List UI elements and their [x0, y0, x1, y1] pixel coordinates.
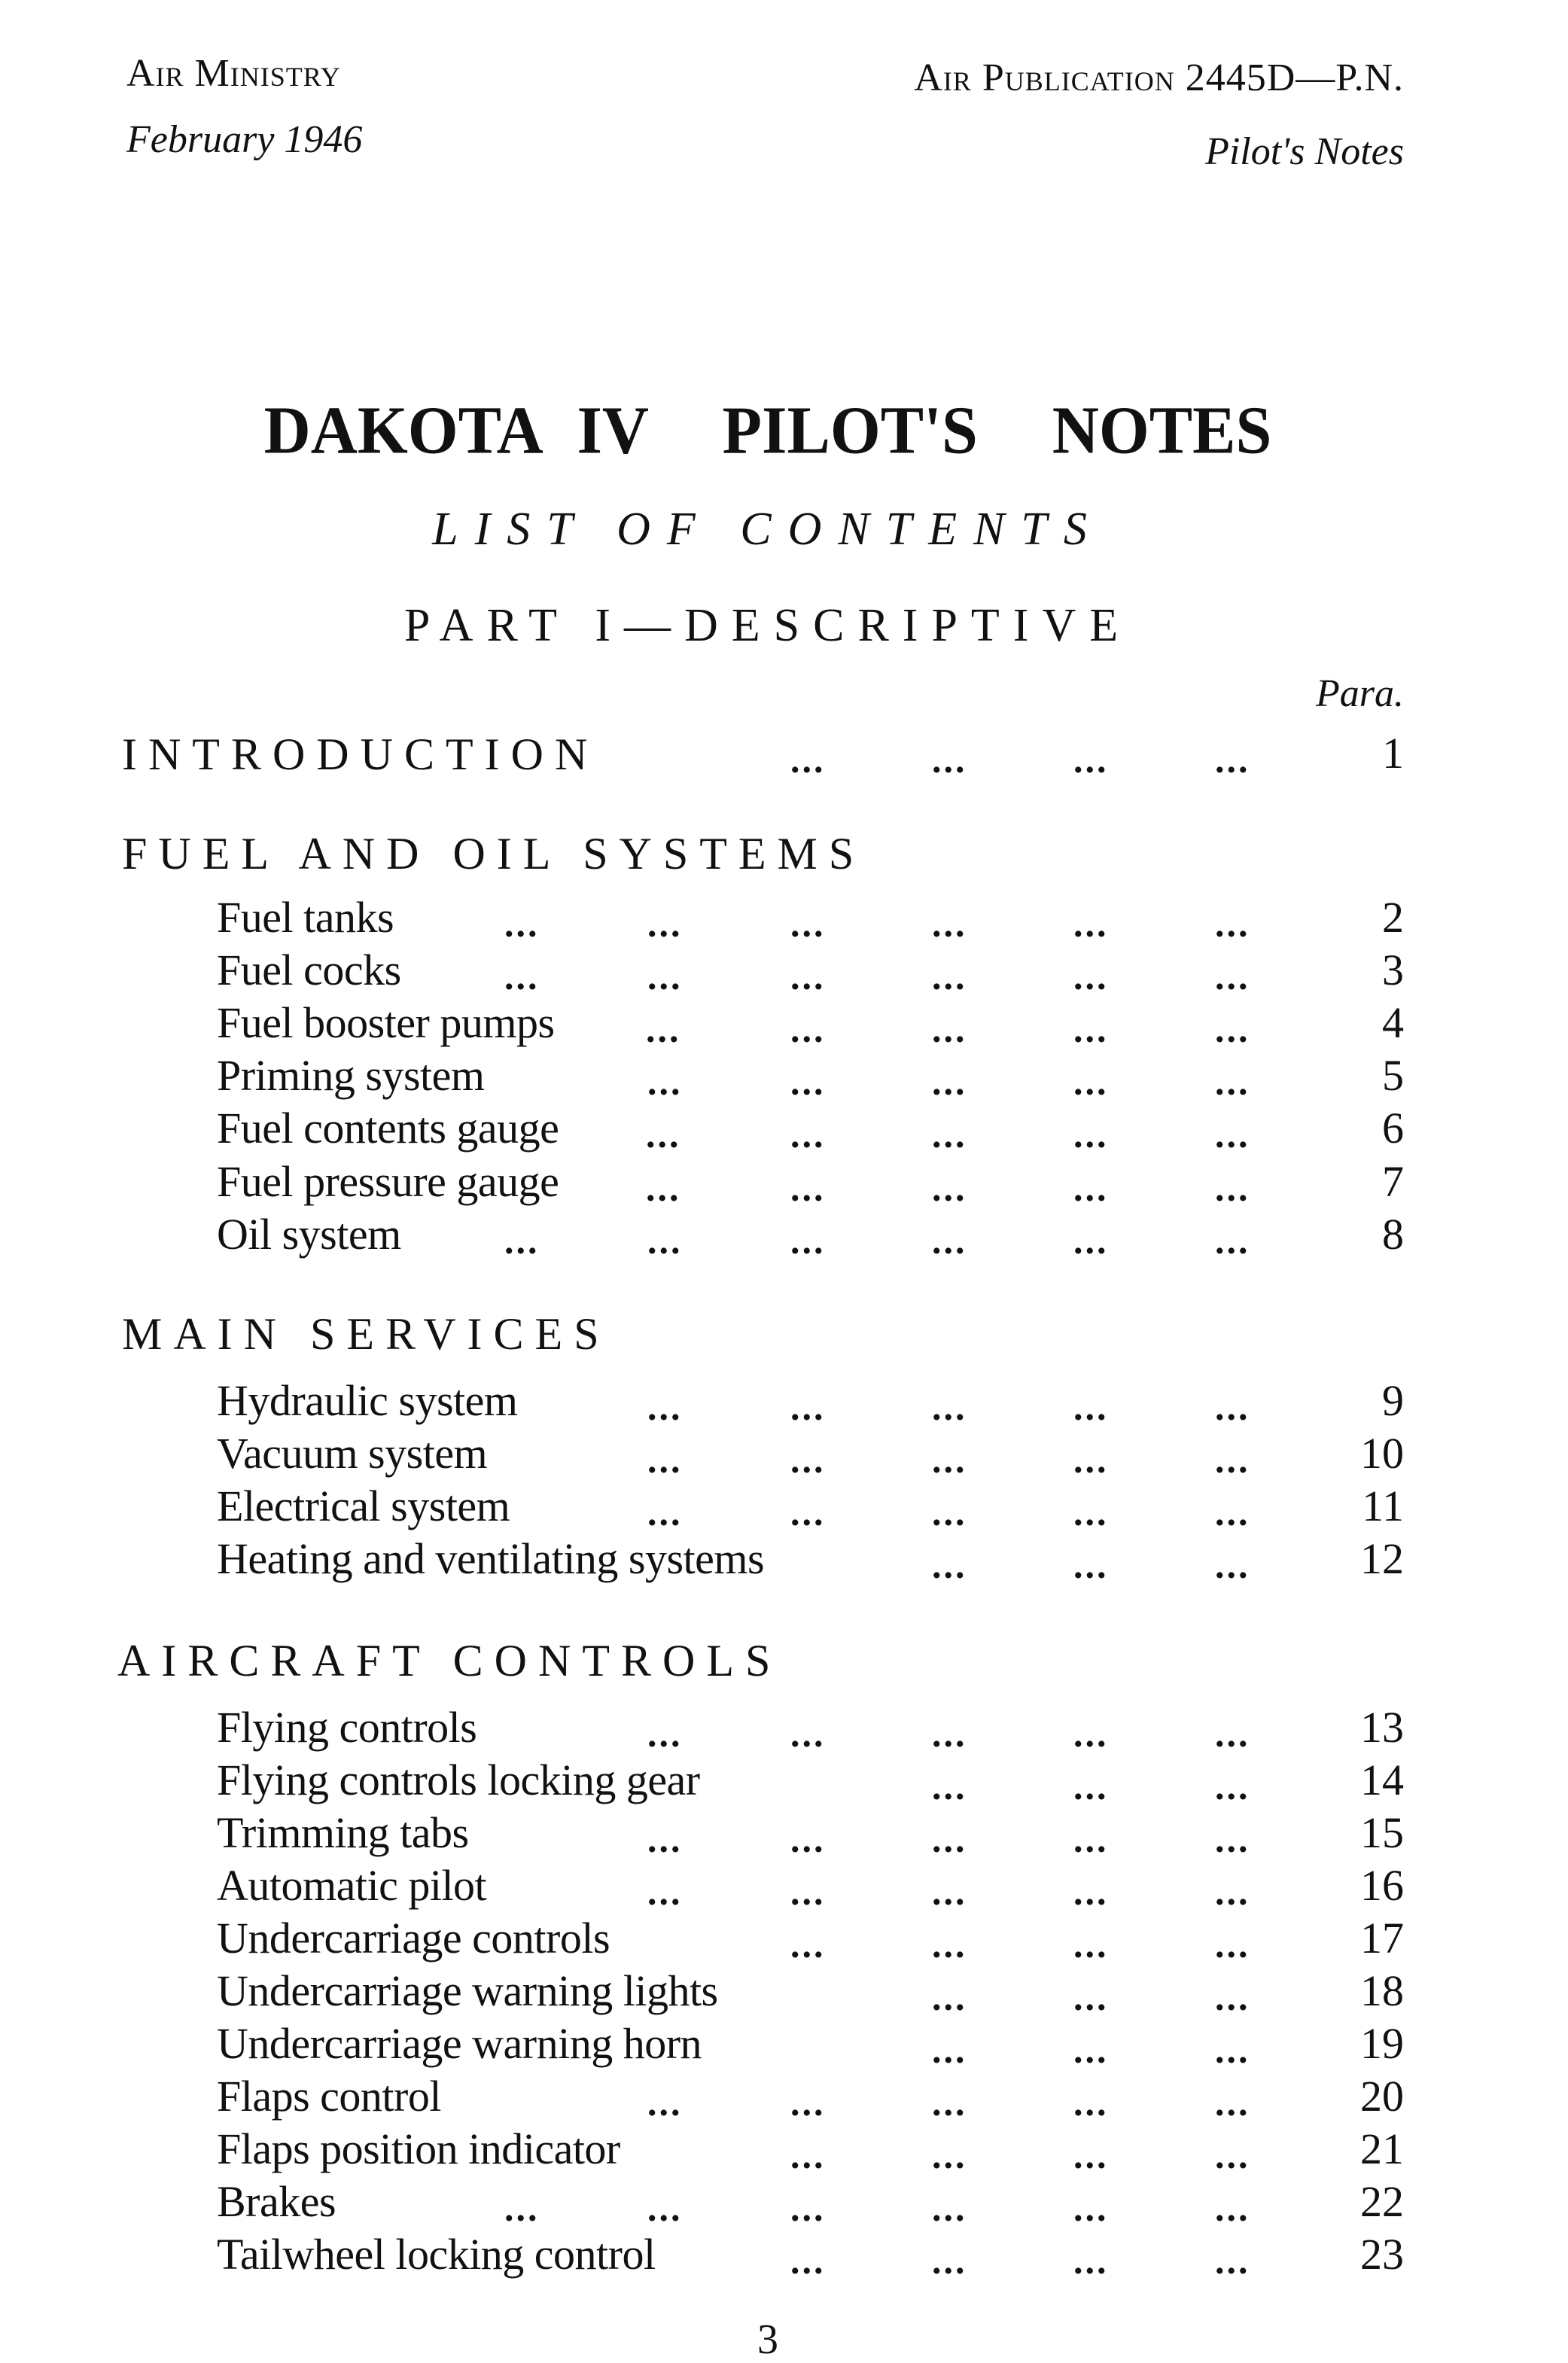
dot-leaders: ... ... ... ... ... [647, 2081, 1250, 2124]
toc-entry-label: Flying controls [217, 1703, 477, 1752]
toc-entry-label: Fuel pressure gauge [217, 1157, 559, 1206]
toc-entry[interactable] [0, 1966, 1568, 2022]
dot-leaders: ... ... ... ... ... ... [504, 2187, 1250, 2229]
toc-entry[interactable] [0, 1104, 1568, 1159]
toc-entry[interactable] [0, 1481, 1568, 1537]
dot-leaders: ... ... ... [932, 1765, 1250, 1807]
toc-entry-para: 21 [1360, 2124, 1404, 2173]
toc-entry[interactable] [0, 893, 1568, 949]
toc-entry[interactable] [0, 2124, 1568, 2180]
dot-leaders: ... ... ... ... ... [647, 1871, 1250, 1913]
toc-entry[interactable] [0, 1914, 1568, 1969]
toc-entry-para: 23 [1360, 2230, 1404, 2279]
contents-heading: LIST OF CONTENTS [432, 504, 1104, 555]
section-heading-main-services: MAIN SERVICES [122, 1309, 610, 1359]
toc-entry-para: 3 [1382, 946, 1404, 994]
toc-entry[interactable] [0, 946, 1568, 1001]
dot-leaders: ... ... ... ... [790, 2134, 1250, 2176]
toc-entry-label: Hydraulic system [217, 1376, 518, 1425]
toc-entry[interactable] [0, 1861, 1568, 1917]
toc-entry-label: Oil system [217, 1210, 401, 1259]
toc-entry-label: Fuel tanks [217, 893, 394, 942]
dot-leaders: ... ... ... ... ... [647, 1386, 1250, 1428]
dot-leaders: ... ... ... ... ... [647, 1491, 1250, 1533]
toc-entry-para: 18 [1360, 1966, 1404, 2015]
toc-entry[interactable] [0, 1157, 1568, 1213]
toc-entry[interactable] [0, 1756, 1568, 1811]
toc-entry[interactable] [0, 1210, 1568, 1265]
section-heading-aircraft-controls: AIRCRAFT CONTROLS [117, 1636, 782, 1685]
toc-entry[interactable] [0, 2019, 1568, 2075]
dot-leaders: ... ... ... ... [790, 1923, 1250, 1966]
toc-entry-label: Undercarriage controls [217, 1914, 610, 1963]
publisher-label: Air Ministry [126, 52, 341, 95]
toc-entry-para: 13 [1360, 1703, 1404, 1752]
toc-entry-para: 22 [1360, 2177, 1404, 2226]
dot-leaders: ... ... ... [932, 1544, 1250, 1586]
toc-entry-para: 9 [1382, 1376, 1404, 1425]
toc-entry[interactable] [0, 998, 1568, 1054]
toc-entry-label: INTRODUCTION [122, 729, 599, 779]
toc-entry-label: Trimming tabs [217, 1808, 469, 1857]
dot-leaders: ... ... ... ... ... ... [504, 903, 1250, 945]
toc-entry-para: 2 [1382, 893, 1404, 942]
document-title: DAKOTA IV PILOT'S NOTES [263, 391, 1272, 468]
toc-entry-label: Undercarriage warning horn [217, 2019, 702, 2068]
toc-entry-para: 11 [1362, 1481, 1404, 1530]
toc-entry-label: Fuel booster pumps [217, 998, 555, 1047]
toc-entry[interactable] [0, 1534, 1568, 1590]
dot-leaders: ... ... ... ... ... [646, 1008, 1250, 1050]
toc-entry-label: Automatic pilot [217, 1861, 487, 1910]
dot-leaders: ... ... ... [932, 1976, 1250, 2018]
dot-leaders: ... ... ... ... [790, 738, 1250, 781]
toc-entry[interactable] [0, 2177, 1568, 2233]
toc-entry[interactable] [0, 1051, 1568, 1107]
section-heading-fuel-oil: FUEL AND OIL SYSTEMS [122, 829, 866, 879]
toc-entry-para: 6 [1382, 1104, 1404, 1153]
toc-entry-label: Tailwheel locking control [217, 2230, 656, 2279]
publication-date: February 1946 [126, 118, 363, 161]
dot-leaders: ... ... ... ... ... [647, 1061, 1250, 1103]
dot-leaders: ... ... ... ... ... [646, 1113, 1250, 1156]
dot-leaders: ... ... ... ... ... [647, 1713, 1250, 1755]
toc-entry-label: Flaps position indicator [217, 2124, 620, 2173]
toc-entry[interactable] [0, 2072, 1568, 2127]
toc-entry-label: Undercarriage warning lights [217, 1966, 718, 2015]
toc-entry-para: 4 [1382, 998, 1404, 1047]
toc-entry-para: 20 [1360, 2072, 1404, 2121]
toc-entry-para: 12 [1360, 1534, 1404, 1583]
publication-number: Air Publication 2445D—P.N. [914, 56, 1404, 99]
toc-entry-label: Flaps control [217, 2072, 441, 2121]
toc-entry-para: 7 [1382, 1157, 1404, 1206]
toc-entry-label: Heating and ventilating systems [217, 1534, 765, 1583]
toc-entry[interactable] [0, 1429, 1568, 1484]
publication-type: Pilot's Notes [1205, 130, 1404, 173]
dot-leaders: ... ... ... [932, 2029, 1250, 2071]
toc-entry-introduction[interactable] [0, 729, 1568, 784]
toc-entry-para: 17 [1360, 1914, 1404, 1963]
dot-leaders: ... ... ... ... ... ... [504, 1220, 1250, 1262]
part-heading: PART I—DESCRIPTIVE [403, 600, 1132, 651]
dot-leaders: ... ... ... ... [790, 2240, 1250, 2282]
toc-entry-para: 10 [1360, 1429, 1404, 1478]
dot-leaders: ... ... ... ... ... [646, 1167, 1250, 1209]
page-number: 3 [757, 2316, 778, 2363]
dot-leaders: ... ... ... ... ... [647, 1439, 1250, 1481]
toc-entry[interactable] [0, 1376, 1568, 1432]
dot-leaders: ... ... ... ... ... ... [504, 955, 1250, 997]
toc-entry-label: Vacuum system [217, 1429, 488, 1478]
toc-entry-label: Priming system [217, 1051, 485, 1100]
toc-entry[interactable] [0, 2230, 1568, 2285]
toc-entry-label: Brakes [217, 2177, 336, 2226]
toc-entry-para: 8 [1382, 1210, 1404, 1259]
toc-entry-para: 16 [1360, 1861, 1404, 1910]
toc-entry-label: Fuel cocks [217, 946, 401, 994]
dot-leaders: ... ... ... ... ... [647, 1818, 1250, 1860]
toc-entry[interactable] [0, 1703, 1568, 1759]
toc-entry-para: 15 [1360, 1808, 1404, 1857]
toc-entry-para: 19 [1360, 2019, 1404, 2068]
toc-entry-label: Flying controls locking gear [217, 1756, 700, 1804]
toc-entry-para: 14 [1360, 1756, 1404, 1804]
toc-entry-label: Fuel contents gauge [217, 1104, 559, 1153]
toc-entry-label: Electrical system [217, 1481, 510, 1530]
para-column-label: Para. [1316, 672, 1404, 715]
toc-entry-para: 1 [1382, 729, 1404, 778]
toc-entry-para: 5 [1382, 1051, 1404, 1100]
toc-entry[interactable] [0, 1808, 1568, 1864]
